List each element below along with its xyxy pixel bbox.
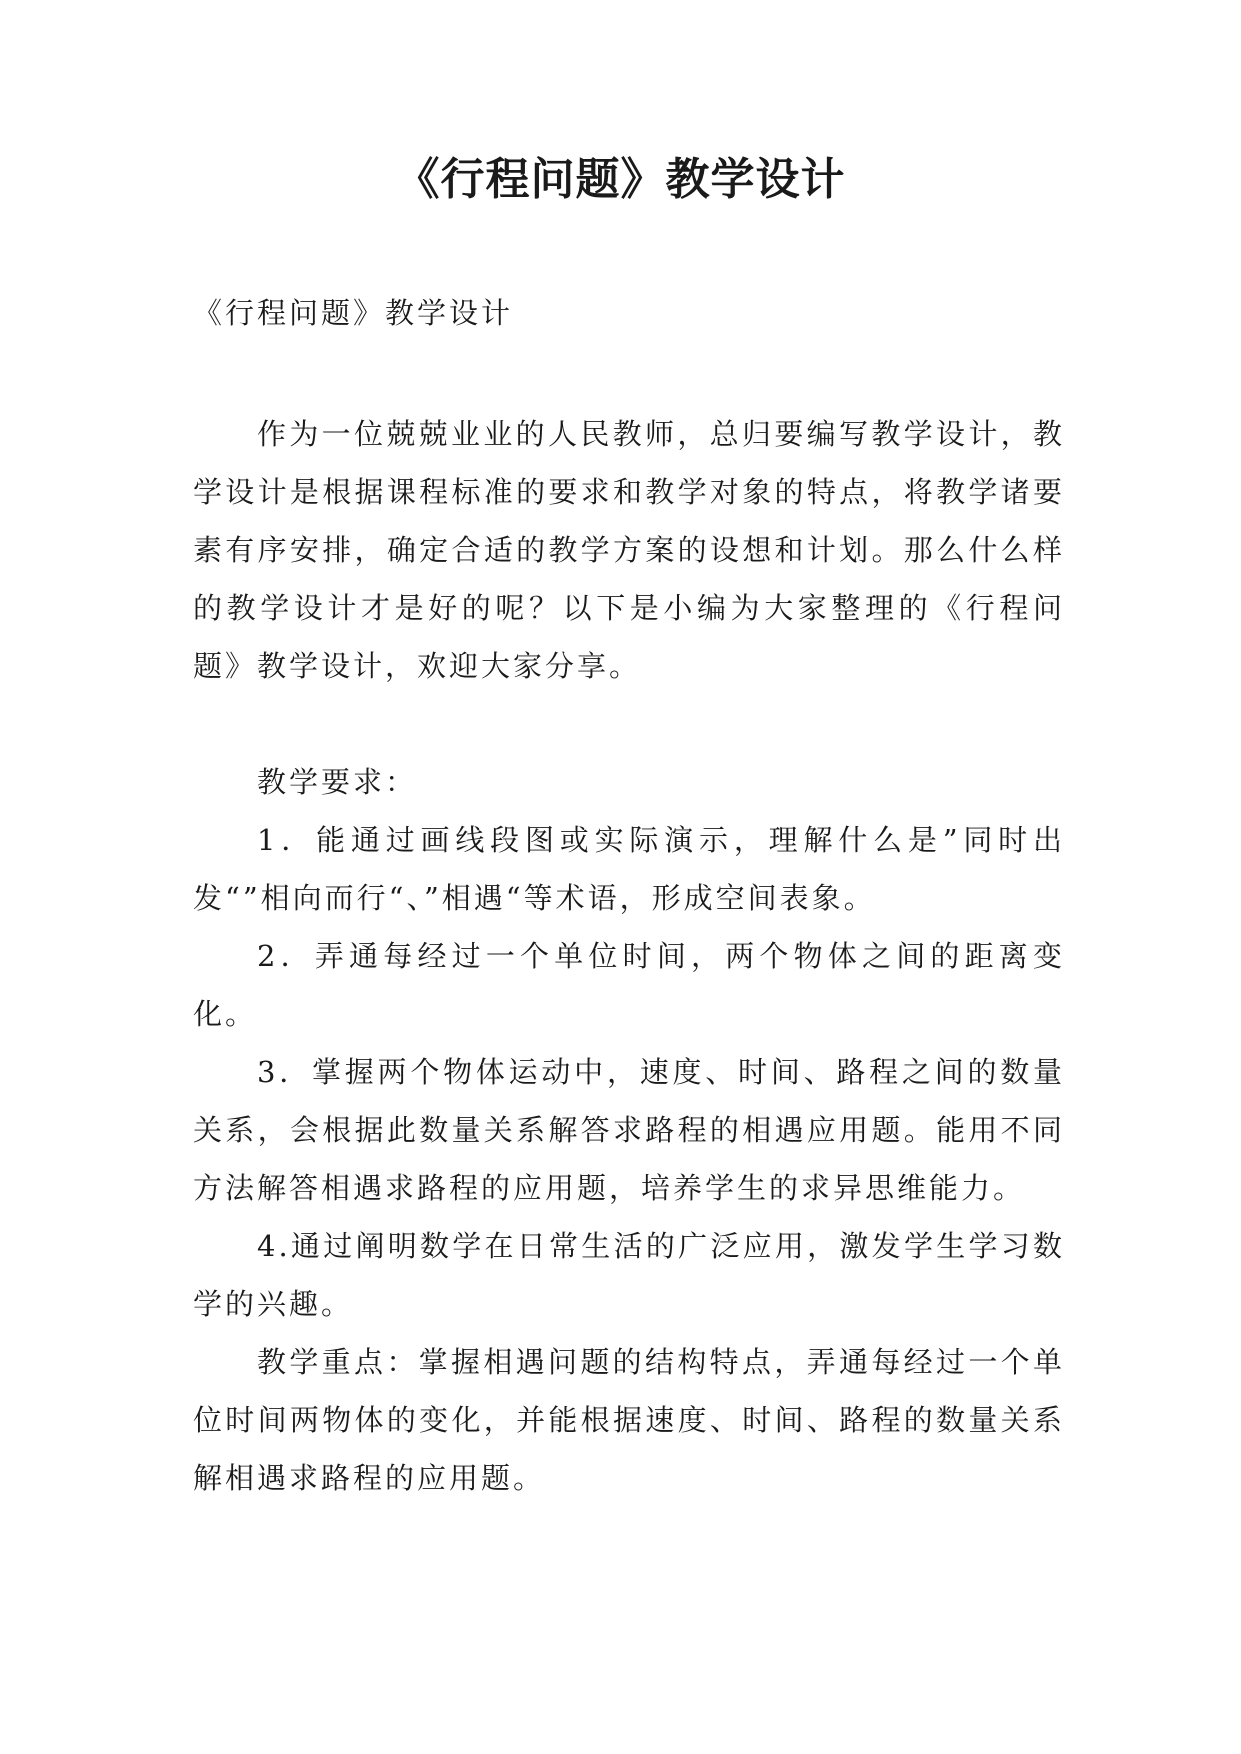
document-subtitle: 《行程问题》教学设计 xyxy=(193,296,514,330)
document-title: 《行程问题》教学设计 xyxy=(395,154,846,205)
requirement-item-3: 3．掌握两个物体运动中，速度、时间、路程之间的数量关系，会根据此数量关系解答求路程的相遇应用题。能用不同方法解答相遇求路程的应用题，培养学生的求异思维能力。 xyxy=(193,1055,1065,1205)
intro-paragraph: 作为一位兢兢业业的人民教师，总归要编写教学设计，教学设计是根据课程标准的要求和教学对象的特点，将教学诸要素有序安排，确定合适的教学方案的设想和计划。那么什么样的教学设计才是好的呢？以下是小编为大家整理的《行程问题》教学设计，欢迎大家分享。 xyxy=(193,417,1065,683)
document-body xyxy=(193,405,1065,1507)
key-point-paragraph: 教学重点：掌握相遇问题的结构特点，弄通每经过一个单位时间两物体的变化，并能根据速度、时间、路程的数量关系解相遇求路程的应用题。 xyxy=(193,1345,1065,1495)
requirement-item-1: 1．能通过画线段图或实际演示，理解什么是”同时出发“”相向而行“、”相遇“等术语，形成空间表象。 xyxy=(193,823,1065,915)
paragraph-gap xyxy=(193,695,1065,753)
requirement-item-2: 2．弄通每经过一个单位时间，两个物体之间的距离变化。 xyxy=(193,939,1065,1031)
requirement-item-4: 4.通过阐明数学在日常生活的广泛应用，激发学生学习数学的兴趣。 xyxy=(193,1229,1065,1321)
requirements-heading: 教学要求： xyxy=(257,765,418,799)
